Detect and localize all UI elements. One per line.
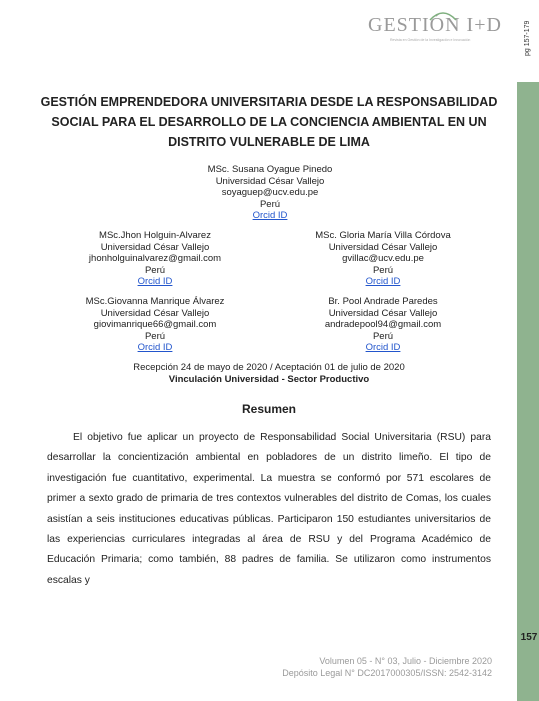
journal-logo (368, 14, 502, 54)
logo-text: GESTIÓN I+D (368, 14, 502, 36)
author-email: giovimanrique66@gmail.com (93, 319, 217, 330)
author-university: Universidad César Vallejo (328, 241, 438, 253)
author-name: MSc. Gloria María Villa Córdova (315, 230, 451, 241)
author-3 (288, 230, 478, 288)
abstract-heading: Resumen (241, 402, 297, 416)
abstract-text: El objetivo fue aplicar un proyecto de Responsabilidad Social Universitaria (RSU) para desarrollar la concientización ambiental en pobladores de un distrito limeño. El tipo de investigación fue cuantitativo, experimental. La muestra se conformó por 571 escolares de primer a sexto grado de primaria de tres contextos vulnerables del distrito de Comas, los cuales asistían a seis instituciones educativas públicas. Participaron 150 estudiantes universitarios de las experiencias curriculares integradas al área de RSU y del Programa Académico de Educación Primaria; como también, 88 padres de familia. Se utilizaron como instrumentos escalas y (47, 432, 491, 586)
reception-acceptance-dates: Recepción 24 de mayo de 2020 / Aceptación 01 de julio de 2020 (133, 362, 405, 373)
logo-arc-icon (428, 8, 458, 22)
paper-title: GESTIÓN EMPRENDEDORA UNIVERSITARIA DESDE LA RESPONSABILIDAD SOCIAL PARA EL DESARROLLO DE LA CONCIENCIA AMBIENTAL EN UN DISTRITO VULNERABLE DE LIMA (40, 95, 498, 149)
author-name: MSc.Jhon Holguin-Alvarez (99, 230, 211, 241)
author-university: Universidad César Vallejo (215, 175, 325, 187)
author-1 (170, 164, 370, 222)
author-orcid-link[interactable]: Orcid ID (137, 342, 173, 353)
legal-deposit: Depósito Legal N° DC2017000305/ISSN: 2542-3142 (282, 668, 492, 678)
author-country: Perú (259, 198, 281, 210)
page-range: pg 157-179 (524, 20, 531, 56)
author-email: jhonholguinalvarez@gmail.com (88, 253, 222, 264)
submission-dates (40, 362, 498, 386)
author-2 (60, 230, 250, 288)
author-country: Perú (144, 264, 166, 276)
author-email: soyaguep@ucv.edu.pe (221, 187, 319, 198)
side-color-band (517, 0, 539, 701)
author-name: Br. Pool Andrade Paredes (328, 296, 438, 307)
volume-info: Volumen 05 - N° 03, Julio - Diciembre 2020 (319, 656, 492, 666)
author-5 (288, 296, 478, 354)
author-orcid-link[interactable]: Orcid ID (365, 276, 401, 287)
author-4 (60, 296, 250, 354)
author-email: gvillac@ucv.edu.pe (342, 253, 424, 264)
author-orcid-link[interactable]: Orcid ID (137, 276, 173, 287)
author-name: MSc. Susana Oyague Pinedo (207, 164, 333, 175)
author-name: MSc.Giovanna Manrique Álvarez (85, 296, 225, 307)
author-country: Perú (372, 264, 394, 276)
author-country: Perú (372, 330, 394, 342)
author-university: Universidad César Vallejo (100, 241, 210, 253)
author-orcid-link[interactable]: Orcid ID (365, 342, 401, 353)
author-university: Universidad César Vallejo (328, 307, 438, 319)
author-orcid-link[interactable]: Orcid ID (252, 210, 288, 221)
author-email: andradepool94@gmail.com (324, 319, 442, 330)
page-footer (250, 655, 492, 679)
section-name: Vinculación Universidad - Sector Productivo (168, 374, 370, 385)
logo-subtitle: Revista en Gestión de la Investigación e Innovación (390, 38, 471, 42)
page-number: 157 (520, 632, 538, 643)
author-university: Universidad César Vallejo (100, 307, 210, 319)
author-country: Perú (144, 330, 166, 342)
